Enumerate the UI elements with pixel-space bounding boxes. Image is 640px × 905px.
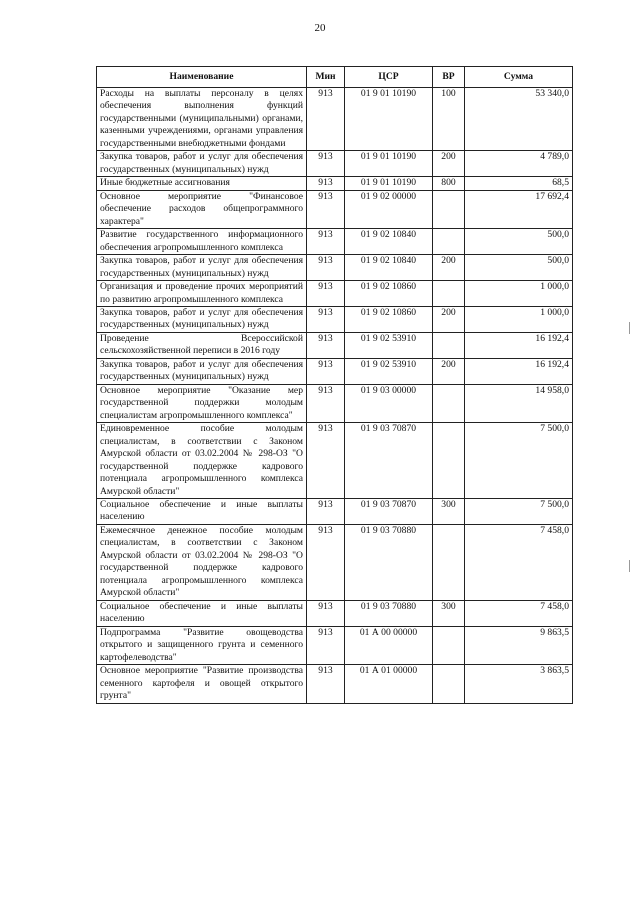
cell-vr [433,423,465,499]
cell-name: Закупка товаров, работ и услуг для обеспечения государственных (муниципальных) нужд [97,151,307,177]
table-row [97,255,573,281]
table-row [97,332,573,358]
cell-min: 913 [307,151,345,177]
cell-sum: 7 500,0 [465,499,573,525]
cell-vr: 100 [433,88,465,151]
cell-csr: 01 9 03 00000 [345,384,433,422]
cell-vr: 800 [433,177,465,190]
cell-csr: 01 9 02 10860 [345,306,433,332]
cell-sum: 7 458,0 [465,524,573,600]
cell-vr: 300 [433,499,465,525]
table-row [97,358,573,384]
cell-min: 913 [307,358,345,384]
cell-name: Единовременное пособие молодым специалистам, в соответствии с Законом Амурской области от 03.02.2004 № 298-ОЗ "О государственной поддержке кадрового потенциала агропромышленного комплекса Амурской области" [97,423,307,499]
cell-name: Организация и проведение прочих мероприятий по развитию агропромышленного комплекса [97,281,307,307]
table-row [97,665,573,703]
cell-name: Ежемесячное денежное пособие молодым специалистам, в соответствии с Законом Амурской области от 03.02.2004 № 298-ОЗ "О государственной поддержке кадрового потенциала агропромышленного комплекса Амурской области" [97,524,307,600]
page-number: 20 [314,22,326,34]
cell-name: Закупка товаров, работ и услуг для обеспечения государственных (муниципальных) нужд [97,255,307,281]
cell-csr: 01 9 02 53910 [345,358,433,384]
cell-vr [433,665,465,703]
header-sum: Сумма [465,67,573,88]
table-row [97,177,573,190]
cell-vr: 200 [433,358,465,384]
cell-min: 913 [307,281,345,307]
cell-name: Закупка товаров, работ и услуг для обеспечения государственных (муниципальных) нужд [97,358,307,384]
cell-csr: 01 9 03 70870 [345,423,433,499]
cell-sum: 3 863,5 [465,665,573,703]
cell-vr: 200 [433,151,465,177]
cell-min: 913 [307,177,345,190]
cell-min: 913 [307,332,345,358]
cell-min: 913 [307,384,345,422]
cell-min: 913 [307,190,345,228]
cell-min: 913 [307,665,345,703]
cell-vr: 300 [433,600,465,626]
cell-sum: 7 458,0 [465,600,573,626]
table-row [97,524,573,600]
cell-name: Социальное обеспечение и иные выплаты населению [97,600,307,626]
header-vr: ВР [433,67,465,88]
table-row [97,423,573,499]
table-row [97,190,573,228]
cell-name: Закупка товаров, работ и услуг для обеспечения государственных (муниципальных) нужд [97,306,307,332]
cell-vr [433,332,465,358]
cell-sum: 1 000,0 [465,281,573,307]
cell-csr: 01 А 01 00000 [345,665,433,703]
table-row [97,151,573,177]
cell-csr: 01 9 01 10190 [345,151,433,177]
cell-csr: 01 9 01 10190 [345,88,433,151]
cell-vr: 200 [433,306,465,332]
cell-sum: 16 192,4 [465,358,573,384]
cell-sum: 9 863,5 [465,626,573,664]
table-row [97,229,573,255]
table-row [97,600,573,626]
cell-vr [433,384,465,422]
cell-vr: 200 [433,255,465,281]
scan-edge-mark [629,560,630,572]
cell-name: Иные бюджетные ассигнования [97,177,307,190]
budget-table [96,66,573,704]
cell-vr [433,281,465,307]
cell-sum: 500,0 [465,229,573,255]
cell-min: 913 [307,499,345,525]
table-row [97,384,573,422]
cell-min: 913 [307,229,345,255]
cell-sum: 7 500,0 [465,423,573,499]
table-row [97,281,573,307]
cell-name: Основное мероприятие "Оказание мер государственной поддержки молодым специалистам агропромышленного комплекса" [97,384,307,422]
header-name: Наименование [97,67,307,88]
cell-min: 913 [307,524,345,600]
cell-sum: 1 000,0 [465,306,573,332]
cell-csr: 01 9 03 70880 [345,600,433,626]
table-row [97,626,573,664]
cell-csr: 01 9 02 10840 [345,255,433,281]
cell-min: 913 [307,88,345,151]
cell-vr [433,626,465,664]
cell-name: Основное мероприятие "Развитие производства семенного картофеля и овощей открытого грунта" [97,665,307,703]
cell-name: Развитие государственного информационного обеспечения агропромышленного комплекса [97,229,307,255]
scan-edge-mark [629,322,630,334]
cell-sum: 16 192,4 [465,332,573,358]
cell-csr: 01 А 00 00000 [345,626,433,664]
cell-vr [433,229,465,255]
table-row [97,88,573,151]
cell-csr: 01 9 02 53910 [345,332,433,358]
cell-csr: 01 9 03 70880 [345,524,433,600]
cell-min: 913 [307,255,345,281]
cell-sum: 17 692,4 [465,190,573,228]
cell-vr [433,524,465,600]
cell-name: Социальное обеспечение и иные выплаты населению [97,499,307,525]
cell-sum: 68,5 [465,177,573,190]
cell-csr: 01 9 02 10840 [345,229,433,255]
cell-csr: 01 9 02 00000 [345,190,433,228]
table-row [97,499,573,525]
cell-sum: 500,0 [465,255,573,281]
header-csr: ЦСР [345,67,433,88]
table-header-row [97,67,573,88]
cell-name: Расходы на выплаты персоналу в целях обеспечения выполнения функций государственными (муниципальными) органами, казенными учреждениями, органами управления государственными внебюджетными фондами [97,88,307,151]
cell-csr: 01 9 03 70870 [345,499,433,525]
cell-sum: 53 340,0 [465,88,573,151]
cell-vr [433,190,465,228]
cell-csr: 01 9 02 10860 [345,281,433,307]
cell-name: Основное мероприятие "Финансовое обеспечение расходов общепрограммного характера" [97,190,307,228]
cell-min: 913 [307,626,345,664]
cell-min: 913 [307,600,345,626]
cell-min: 913 [307,423,345,499]
cell-sum: 4 789,0 [465,151,573,177]
cell-name: Подпрограмма "Развитие овощеводства открытого и защищенного грунта и семенного картофелеводства" [97,626,307,664]
cell-csr: 01 9 01 10190 [345,177,433,190]
cell-sum: 14 958,0 [465,384,573,422]
table-row [97,306,573,332]
cell-min: 913 [307,306,345,332]
header-min: Мин [307,67,345,88]
cell-name: Проведение Всероссийской сельскохозяйственной переписи в 2016 году [97,332,307,358]
